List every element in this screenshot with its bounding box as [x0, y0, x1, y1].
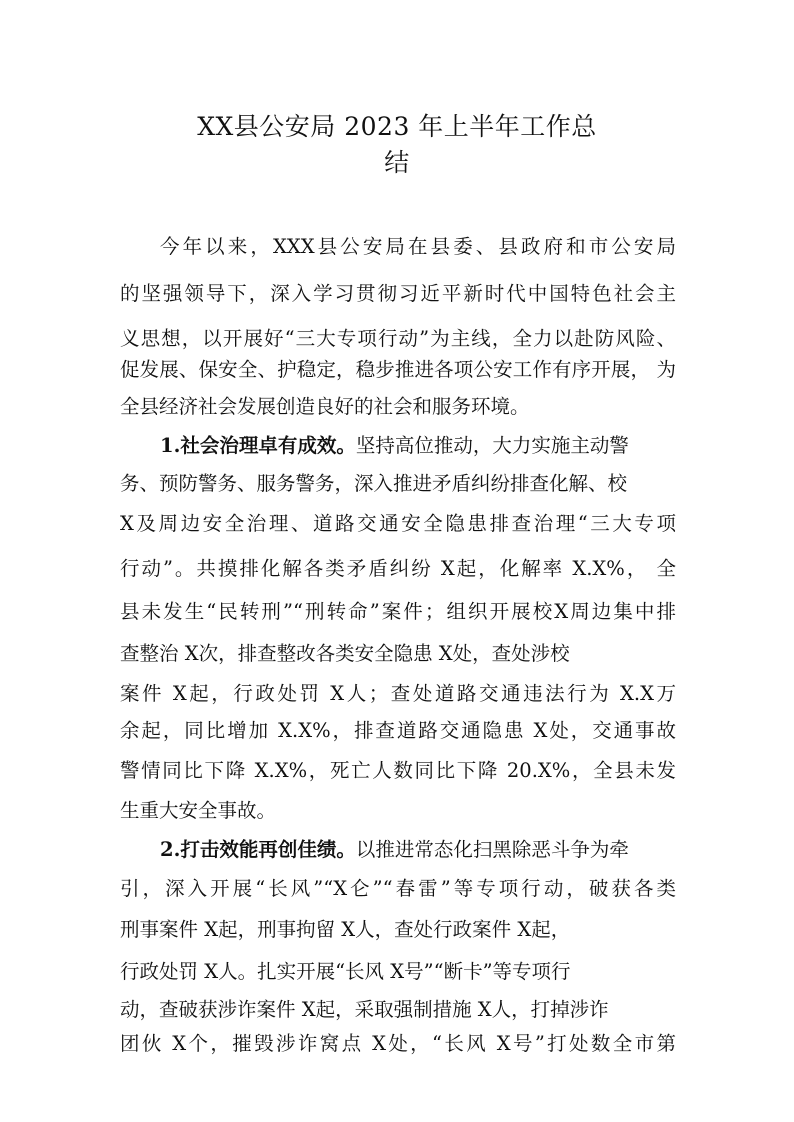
- paragraph-line: 生重大安全事故。: [120, 799, 277, 822]
- paragraph-line: 义思想，以开展好“三大专项行动”为主线，全力以赴防风险、: [120, 327, 676, 350]
- paragraph-line: 查整治 X次，排查整改各类安全隐患 X处，查处涉校: [120, 642, 570, 665]
- paragraph-line: 余起，同比增加 X.X%，排查道路交通隐患 X处，交通事故: [120, 719, 676, 742]
- paragraph-line: 务、预防警务、服务警务，深入推进矛盾纠纷排查化解、校: [120, 472, 628, 495]
- paragraph-line: X及周边安全治理、道路交通安全隐患排查治理“三大专项: [120, 512, 676, 535]
- paragraph-line: 团伙 X个，摧毁涉诈窝点 X处，“长风 X号”打处数全市第: [120, 1032, 676, 1055]
- paragraph-line: 行动”。共摸排化解各类矛盾纠纷 X起，化解率 X.X%， 全: [120, 557, 676, 580]
- section-2-text: 以推进常态化扫黑除恶斗争为牵: [355, 838, 629, 861]
- paragraph-line: 引，深入开展“长风”“X仑”“春雷”等专项行动，破获各类: [120, 877, 676, 900]
- paragraph-line: 促发展、保安全、护稳定，稳步推进各项公安工作有序开展， 为: [120, 358, 676, 381]
- paragraph-line: 刑事案件 X起，刑事拘留 X人，查处行政案件 X起，: [120, 918, 571, 941]
- section-2-first-line: [160, 836, 676, 864]
- paragraph-line: 今年以来，XXX县公安局在县委、县政府和市公安局: [160, 235, 676, 258]
- section-1-text: 坚持高位推动，大力实施主动警: [355, 434, 629, 457]
- document-title-line1: XX县公安局 2023 年上半年工作总: [197, 112, 597, 141]
- section-2-heading: 2.打击效能再创佳绩。: [160, 838, 356, 861]
- paragraph-line: 警情同比下降 X.X%，死亡人数同比下降 20.X%，全县未发: [120, 759, 676, 782]
- section-1-first-line: [160, 432, 676, 460]
- paragraph-line: 动，查破获涉诈案件 X起，采取强制措施 X人，打掉涉诈: [120, 998, 609, 1021]
- section-1-heading: 1.社会治理卓有成效。: [160, 434, 356, 457]
- document-title-line2: 结: [384, 148, 410, 177]
- paragraph-line: 案件 X起，行政处罚 X人；查处道路交通违法行为 X.X万: [120, 682, 676, 705]
- paragraph-line: 行政处罚 X人。扎实开展“长风 X号”“断卡”等专项行: [120, 960, 571, 983]
- paragraph-line: 的坚强领导下，深入学习贯彻习近平新时代中国特色社会主: [120, 282, 676, 305]
- paragraph-line: 县未发生“民转刑”“刑转命”案件；组织开展校X周边集中排: [120, 600, 676, 623]
- paragraph-line: 全县经济社会发展创造良好的社会和服务环境。: [120, 395, 530, 418]
